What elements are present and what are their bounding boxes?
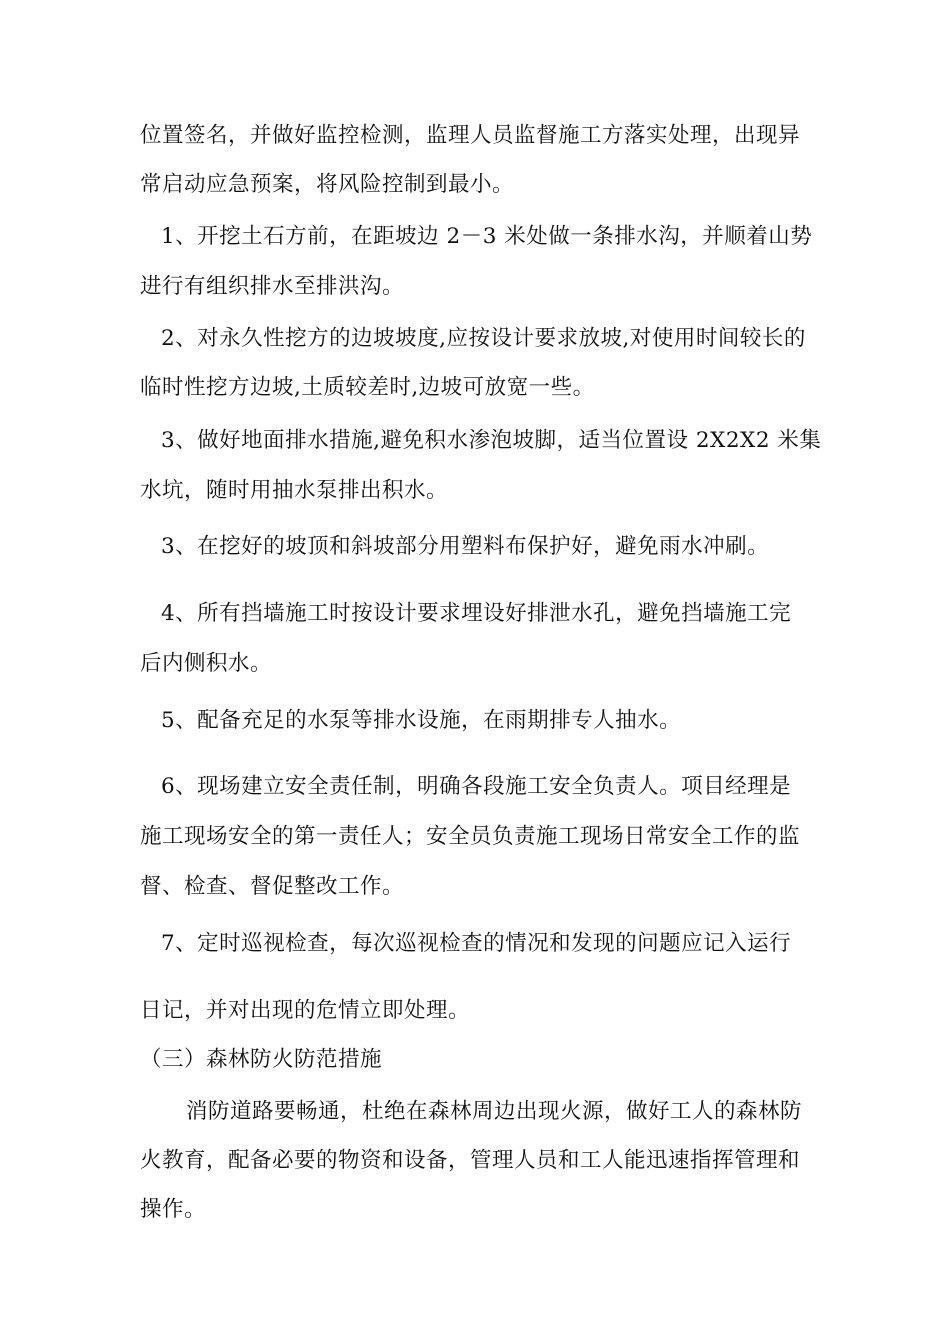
list-item-1-line: 1、开挖土石方前，在距坡边 2－3 米处做一条排水沟，并顺着山势 xyxy=(161,224,813,249)
paragraph-line: 操作。 xyxy=(140,1197,207,1222)
list-item-3-line: 水坑，随时用抽水泵排出积水。 xyxy=(140,478,449,503)
list-item-1-line: 进行有组织排水至排洪沟。 xyxy=(140,274,405,299)
list-item-5-line: 5、配备充足的水泵等排水设施，在雨期排专人抽水。 xyxy=(161,708,682,733)
paragraph-line: 火教育，配备必要的物资和设备，管理人员和工人能迅速指挥管理和 xyxy=(140,1148,801,1173)
list-item-4-line: 后内侧积水。 xyxy=(140,651,273,676)
list-item-6-line: 6、现场建立安全责任制，明确各段施工安全负责人。项目经理是 xyxy=(161,774,792,799)
list-item-7-line: 日记，并对出现的危情立即处理。 xyxy=(140,998,471,1023)
list-item-2-line: 2、对永久性挖方的边坡坡度,应按设计要求放坡,对使用时间较长的 xyxy=(161,326,806,351)
list-item-6-line: 施工现场安全的第一责任人；安全员负责施工现场日常安全工作的监 xyxy=(140,824,801,849)
list-item-3-line: 3、做好地面排水措施,避免积水渗泡坡脚，适当位置设 2X2X2 米集 xyxy=(161,428,822,453)
paragraph-line: 常启动应急预案，将风险控制到最小。 xyxy=(140,172,515,197)
list-item-3b-line: 3、在挖好的坡顶和斜坡部分用塑料布保护好，避免雨水冲刷。 xyxy=(161,534,770,559)
list-item-6-line: 督、检查、督促整改工作。 xyxy=(140,874,405,899)
section-heading: （三）森林防火防范措施 xyxy=(140,1047,383,1072)
paragraph-line: 消防道路要畅通，杜绝在森林周边出现火源，做好工人的森林防 xyxy=(186,1099,803,1124)
list-item-7-line: 7、定时巡视检查，每次巡视检查的情况和发现的问题应记入运行 xyxy=(161,931,792,956)
list-item-4-line: 4、所有挡墙施工时按设计要求埋设好排泄水孔，避免挡墙施工完 xyxy=(161,601,792,626)
list-item-2-line: 临时性挖方边坡,土质较差时,边坡可放宽一些。 xyxy=(140,375,595,400)
paragraph-line: 位置签名，并做好监控检测，监理人员监督施工方落实处理，出现异 xyxy=(140,123,801,148)
